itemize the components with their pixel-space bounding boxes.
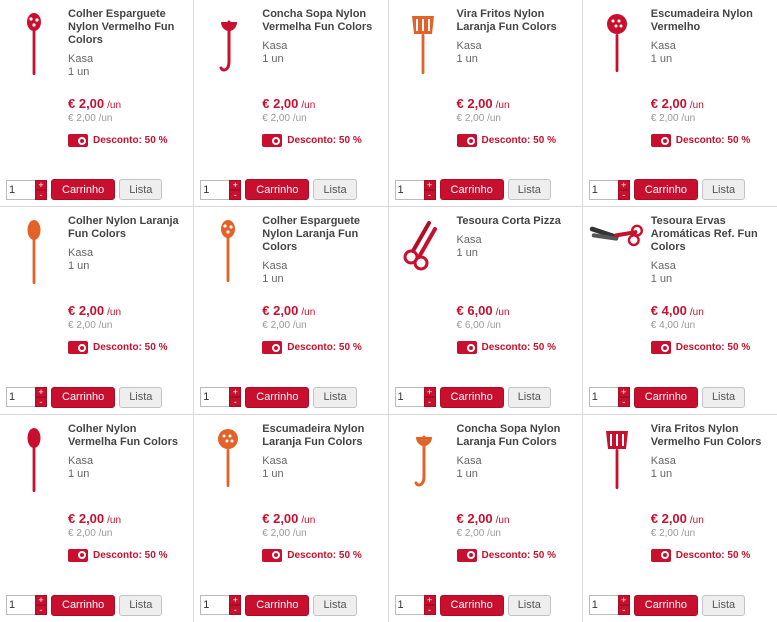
product-top <box>6 8 187 82</box>
price-unit: /un <box>495 514 510 526</box>
quantity-input[interactable] <box>6 387 36 407</box>
discount-tag-icon <box>457 341 477 354</box>
quantity-decrement-button[interactable]: - <box>424 190 436 200</box>
add-to-list-button[interactable]: Lista <box>702 387 745 408</box>
discount-tag-icon <box>68 549 88 562</box>
product-top <box>589 8 771 82</box>
product-top <box>6 215 187 289</box>
product-brand: Kasa <box>68 247 94 260</box>
quantity-increment-button[interactable]: + <box>618 387 630 397</box>
quantity-input[interactable] <box>395 180 425 200</box>
discount-label: Desconto: 50 % <box>675 342 751 354</box>
product-brand: Kasa <box>262 454 288 467</box>
product-top <box>200 215 381 289</box>
quantity-spinner[interactable] <box>618 387 630 407</box>
product-brand: Kasa <box>68 53 94 65</box>
quantity-input[interactable] <box>395 595 425 615</box>
discount-row <box>6 341 187 354</box>
quantity-spinner[interactable] <box>229 387 241 407</box>
product-old-price: € 2,00 /un <box>456 113 501 124</box>
product-price: € 2,00 <box>456 96 493 111</box>
quantity-decrement-button[interactable]: - <box>618 397 630 407</box>
discount-row <box>589 134 771 147</box>
quantity-decrement-button[interactable]: - <box>618 605 630 615</box>
product-name[interactable]: Tesoura Ervas Aromáticas Ref. Fun Colors <box>650 215 758 254</box>
discount-row <box>6 549 187 562</box>
product-brand: Kasa <box>650 260 676 273</box>
spoon-red-icon[interactable] <box>6 423 62 497</box>
product-unit: 1 un <box>262 467 284 480</box>
discount-row <box>589 549 771 562</box>
quantity-decrement-button[interactable]: - <box>35 605 47 615</box>
quantity-input[interactable] <box>6 180 36 200</box>
discount-label: Desconto: 50 % <box>481 135 556 146</box>
product-unit: 1 un <box>262 273 284 286</box>
add-to-cart-button[interactable]: Carrinho <box>245 595 309 616</box>
spoon-orange-icon[interactable] <box>6 215 62 289</box>
discount-row <box>200 134 381 147</box>
product-actions <box>200 379 381 408</box>
discount-tag-icon <box>68 341 88 354</box>
product-name[interactable]: Escumadeira Nylon Laranja Fun Colors <box>262 422 365 448</box>
quantity-stepper[interactable] <box>395 387 436 407</box>
product-top <box>395 8 576 82</box>
quantity-stepper[interactable] <box>395 595 436 615</box>
product-old-price: € 2,00 /un <box>650 527 696 539</box>
product-brand: Kasa <box>456 234 482 247</box>
add-to-list-button[interactable]: Lista <box>313 595 356 616</box>
quantity-stepper[interactable] <box>6 387 47 407</box>
product-old-price: € 2,00 /un <box>262 113 307 124</box>
add-to-list-button[interactable]: Lista <box>508 179 551 200</box>
product-price: € 6,00 <box>456 303 493 319</box>
quantity-decrement-button[interactable]: - <box>424 605 436 615</box>
product-actions <box>589 379 771 408</box>
product-actions <box>6 587 187 616</box>
product-brand: Kasa <box>456 40 482 52</box>
quantity-spinner[interactable] <box>424 387 436 407</box>
product-info <box>68 423 187 481</box>
product-brand: Kasa <box>68 454 94 467</box>
add-to-list-button[interactable]: Lista <box>119 595 162 616</box>
quantity-spinner[interactable] <box>618 180 630 200</box>
product-brand: Kasa <box>262 40 288 52</box>
quantity-input[interactable] <box>395 387 425 407</box>
product-info <box>262 215 381 286</box>
product-top <box>6 423 187 497</box>
product-old-price: € 2,00 /un <box>650 113 696 124</box>
add-to-list-button[interactable]: Lista <box>702 179 745 200</box>
product-card <box>389 207 583 414</box>
product-info <box>651 215 771 286</box>
quantity-input[interactable] <box>200 595 230 615</box>
quantity-increment-button[interactable]: + <box>35 387 47 397</box>
discount-row <box>200 341 381 354</box>
product-actions <box>6 379 187 408</box>
product-price: € 2,00 <box>68 303 105 319</box>
price-block <box>6 96 187 124</box>
soup-ladle-orange-icon[interactable] <box>395 423 451 497</box>
product-price: € 2,00 <box>456 510 493 526</box>
discount-label: Desconto: 50 % <box>93 342 168 354</box>
product-brand: Kasa <box>262 260 288 273</box>
product-card <box>583 207 777 414</box>
product-card <box>583 0 777 207</box>
product-old-price: € 2,00 /un <box>262 527 307 539</box>
discount-row <box>589 341 771 354</box>
product-name[interactable]: Concha Sopa Nylon Vermelha Fun Colors <box>262 8 373 33</box>
add-to-list-button[interactable]: Lista <box>119 387 162 408</box>
product-unit: 1 un <box>456 467 478 480</box>
discount-label: Desconto: 50 % <box>287 135 362 146</box>
price-block <box>395 303 576 331</box>
quantity-decrement-button[interactable]: - <box>424 397 436 407</box>
product-card <box>583 415 777 622</box>
quantity-spinner[interactable] <box>618 595 630 615</box>
discount-tag-icon <box>457 549 477 562</box>
quantity-decrement-button[interactable]: - <box>229 190 241 200</box>
product-top <box>589 215 771 289</box>
add-to-list-button[interactable]: Lista <box>313 387 356 408</box>
quantity-input[interactable] <box>6 595 36 615</box>
product-top <box>589 423 771 497</box>
quantity-input[interactable] <box>589 180 619 200</box>
product-old-price: € 6,00 /un <box>456 320 501 332</box>
discount-label: Desconto: 50 % <box>93 549 168 561</box>
discount-tag-icon <box>651 341 671 354</box>
quantity-stepper[interactable] <box>200 595 241 615</box>
product-info <box>262 423 381 481</box>
quantity-spinner[interactable] <box>35 595 47 615</box>
product-name[interactable]: Escumadeira Nylon Vermelho <box>650 8 753 33</box>
price-block <box>589 511 771 539</box>
quantity-spinner[interactable] <box>35 387 47 407</box>
add-to-list-button[interactable]: Lista <box>508 595 551 616</box>
discount-tag-icon <box>262 341 282 354</box>
add-to-cart-button[interactable]: Carrinho <box>634 387 698 408</box>
product-card <box>0 415 194 622</box>
product-card <box>194 207 388 414</box>
add-to-cart-button[interactable]: Carrinho <box>245 179 309 200</box>
product-top <box>395 423 576 497</box>
product-price: € 2,00 <box>650 510 687 526</box>
discount-label: Desconto: 50 % <box>675 549 751 561</box>
discount-tag-icon <box>457 134 477 147</box>
quantity-spinner[interactable] <box>229 180 241 200</box>
product-card <box>389 415 583 622</box>
product-name[interactable]: Vira Fritos Nylon Laranja Fun Colors <box>456 8 557 33</box>
product-name[interactable]: Colher Esparguete Nylon Vermelho Fun Colors <box>68 8 175 46</box>
price-unit: /un <box>301 307 316 319</box>
product-name[interactable]: Concha Sopa Nylon Laranja Fun Colors <box>456 422 561 448</box>
discount-tag-icon <box>262 134 282 147</box>
discount-row <box>395 341 576 354</box>
product-brand: Kasa <box>650 454 676 467</box>
price-unit: /un <box>689 100 704 111</box>
quantity-stepper[interactable] <box>6 180 47 200</box>
price-unit: /un <box>689 307 704 319</box>
pizza-scissors-icon[interactable] <box>395 215 451 289</box>
turner-red-icon[interactable] <box>589 423 645 497</box>
product-brand: Kasa <box>650 40 676 52</box>
product-actions <box>6 171 187 200</box>
quantity-decrement-button[interactable]: - <box>35 397 47 407</box>
price-unit: /un <box>301 100 316 111</box>
product-unit: 1 un <box>262 53 284 65</box>
quantity-spinner[interactable] <box>424 180 436 200</box>
add-to-list-button[interactable]: Lista <box>313 179 356 200</box>
discount-row <box>395 134 576 147</box>
price-block <box>395 96 576 124</box>
discount-label: Desconto: 50 % <box>481 549 556 561</box>
product-old-price: € 4,00 /un <box>650 320 696 332</box>
quantity-stepper[interactable] <box>200 180 241 200</box>
add-to-cart-button[interactable]: Carrinho <box>51 179 115 200</box>
product-actions <box>395 171 576 200</box>
discount-row <box>395 549 576 562</box>
quantity-decrement-button[interactable]: - <box>229 605 241 615</box>
discount-tag-icon <box>651 134 671 147</box>
product-old-price: € 2,00 /un <box>456 527 501 539</box>
add-to-cart-button[interactable]: Carrinho <box>440 387 504 408</box>
quantity-decrement-button[interactable]: - <box>618 190 630 200</box>
product-unit: 1 un <box>650 467 673 480</box>
product-name[interactable]: Colher Nylon Laranja Fun Colors <box>68 215 179 241</box>
quantity-increment-button[interactable]: + <box>229 595 241 605</box>
product-info <box>651 8 771 66</box>
product-unit: 1 un <box>650 53 673 65</box>
skimmer-red-icon[interactable] <box>589 8 645 82</box>
product-name[interactable]: Vira Fritos Nylon Vermelho Fun Colors <box>650 422 762 448</box>
product-info <box>457 8 576 66</box>
discount-label: Desconto: 50 % <box>287 549 362 561</box>
product-unit: 1 un <box>68 467 90 480</box>
quantity-increment-button[interactable]: + <box>618 595 630 605</box>
product-actions <box>395 587 576 616</box>
discount-row <box>6 134 187 147</box>
add-to-cart-button[interactable]: Carrinho <box>634 595 698 616</box>
product-top <box>200 423 381 497</box>
product-card <box>194 0 388 207</box>
quantity-stepper[interactable] <box>6 595 47 615</box>
product-price: € 2,00 <box>68 96 105 111</box>
product-info <box>651 423 771 481</box>
quantity-input[interactable] <box>200 180 230 200</box>
price-block <box>200 511 381 539</box>
discount-tag-icon <box>68 134 88 147</box>
product-old-price: € 2,00 /un <box>68 113 113 124</box>
quantity-spinner[interactable] <box>229 595 241 615</box>
product-info <box>262 8 381 66</box>
add-to-list-button[interactable]: Lista <box>119 179 162 200</box>
add-to-cart-button[interactable]: Carrinho <box>440 595 504 616</box>
add-to-cart-button[interactable]: Carrinho <box>51 595 115 616</box>
product-card <box>194 415 388 622</box>
product-unit: 1 un <box>650 273 673 286</box>
quantity-increment-button[interactable]: + <box>35 595 47 605</box>
herb-scissors-icon[interactable] <box>589 215 645 289</box>
quantity-stepper[interactable] <box>200 387 241 407</box>
product-unit: 1 un <box>68 260 90 273</box>
product-unit: 1 un <box>68 66 90 78</box>
quantity-increment-button[interactable]: + <box>424 387 436 397</box>
product-info <box>68 8 187 79</box>
product-unit: 1 un <box>456 53 478 65</box>
add-to-list-button[interactable]: Lista <box>702 595 745 616</box>
quantity-stepper[interactable] <box>589 595 630 615</box>
price-unit: /un <box>301 514 316 526</box>
product-price: € 4,00 <box>650 303 687 319</box>
price-unit: /un <box>107 100 122 111</box>
price-unit: /un <box>495 307 510 319</box>
quantity-stepper[interactable] <box>589 387 630 407</box>
add-to-cart-button[interactable]: Carrinho <box>634 179 698 200</box>
product-actions <box>395 379 576 408</box>
product-old-price: € 2,00 /un <box>68 527 113 539</box>
product-card <box>0 0 194 207</box>
add-to-cart-button[interactable]: Carrinho <box>245 387 309 408</box>
product-actions <box>589 587 771 616</box>
spaghetti-spoon-orange-icon[interactable] <box>200 215 256 289</box>
add-to-cart-button[interactable]: Carrinho <box>51 387 115 408</box>
product-brand: Kasa <box>456 454 482 467</box>
product-price: € 2,00 <box>650 96 687 111</box>
discount-label: Desconto: 50 % <box>675 135 751 146</box>
price-unit: /un <box>689 514 704 526</box>
quantity-input[interactable] <box>589 387 619 407</box>
product-actions <box>589 171 771 200</box>
product-top <box>395 215 576 289</box>
quantity-spinner[interactable] <box>35 180 47 200</box>
skimmer-orange-icon[interactable] <box>200 423 256 497</box>
price-block <box>6 511 187 539</box>
product-price: € 2,00 <box>68 510 105 526</box>
quantity-increment-button[interactable]: + <box>229 180 241 190</box>
add-to-list-button[interactable]: Lista <box>508 387 551 408</box>
turner-orange-icon[interactable] <box>395 8 451 82</box>
quantity-increment-button[interactable]: + <box>424 180 436 190</box>
product-unit: 1 un <box>456 247 478 260</box>
spaghetti-spoon-red-icon[interactable] <box>6 8 62 82</box>
quantity-increment-button[interactable]: + <box>618 180 630 190</box>
product-actions <box>200 171 381 200</box>
product-card <box>0 207 194 414</box>
quantity-increment-button[interactable]: + <box>35 180 47 190</box>
product-old-price: € 2,00 /un <box>262 320 307 332</box>
product-card <box>389 0 583 207</box>
price-unit: /un <box>107 307 122 319</box>
quantity-increment-button[interactable]: + <box>424 595 436 605</box>
quantity-decrement-button[interactable]: - <box>35 190 47 200</box>
product-old-price: € 2,00 /un <box>68 320 113 332</box>
price-block <box>589 303 771 331</box>
discount-label: Desconto: 50 % <box>93 135 168 146</box>
discount-row <box>200 549 381 562</box>
discount-label: Desconto: 50 % <box>287 342 362 354</box>
quantity-input[interactable] <box>589 595 619 615</box>
price-unit: /un <box>495 100 510 111</box>
price-unit: /un <box>107 514 122 526</box>
product-info <box>457 423 576 481</box>
quantity-increment-button[interactable]: + <box>229 387 241 397</box>
add-to-cart-button[interactable]: Carrinho <box>440 179 504 200</box>
product-top <box>200 8 381 82</box>
discount-label: Desconto: 50 % <box>481 342 556 354</box>
product-price: € 2,00 <box>262 303 299 319</box>
product-info <box>457 215 576 260</box>
discount-tag-icon <box>262 549 282 562</box>
product-actions <box>200 587 381 616</box>
quantity-input[interactable] <box>200 387 230 407</box>
quantity-decrement-button[interactable]: - <box>229 397 241 407</box>
price-block <box>200 96 381 124</box>
price-block <box>200 303 381 331</box>
price-block <box>589 96 771 124</box>
product-name[interactable]: Colher Esparguete Nylon Laranja Fun Colors <box>262 215 361 254</box>
quantity-stepper[interactable] <box>395 180 436 200</box>
product-name[interactable]: Tesoura Corta Pizza <box>456 215 561 228</box>
price-block <box>6 303 187 331</box>
product-price: € 2,00 <box>262 510 299 526</box>
quantity-spinner[interactable] <box>424 595 436 615</box>
product-info <box>68 215 187 273</box>
price-block <box>395 511 576 539</box>
product-price: € 2,00 <box>262 96 299 111</box>
soup-ladle-red-icon[interactable] <box>200 8 256 82</box>
discount-tag-icon <box>651 549 671 562</box>
quantity-stepper[interactable] <box>589 180 630 200</box>
product-name[interactable]: Colher Nylon Vermelha Fun Colors <box>68 422 179 448</box>
